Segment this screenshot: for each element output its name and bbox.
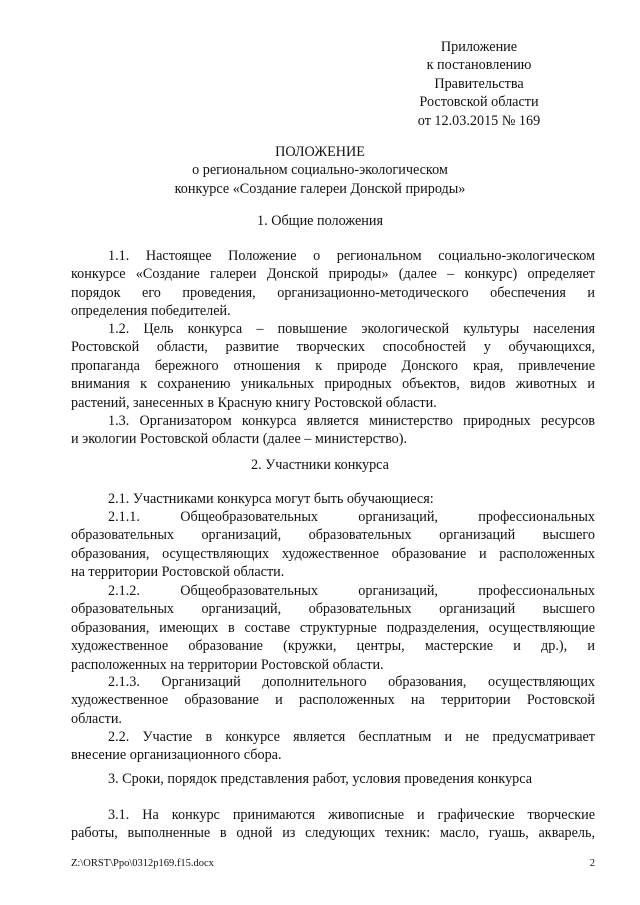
text-line: Ростовской области, развитие творческих способностей у обучающихся, [71, 339, 595, 356]
text-line: растений, занесенных в Красную книгу Ростовской области. [71, 394, 437, 411]
title-line: о региональном социально-экологическом [192, 162, 448, 179]
appendix-line: Правительства [434, 75, 524, 92]
file-path: Z:\ORST\Ppo\0312p169.f15.docx [71, 858, 214, 869]
text-line: области. [71, 710, 122, 727]
paragraph-2-2 [71, 728, 595, 765]
text-line: образовательных организаций, образовательных организаций высшего [71, 601, 595, 618]
section-heading-1: 1. Общие положения [257, 213, 383, 229]
text-line: образования, осуществляющих художественное образование и расположенных [71, 545, 595, 562]
section-heading-2: 2. Участники конкурса [251, 457, 389, 473]
appendix-line: Приложение [440, 39, 518, 55]
text-line: конкурсе «Создание галереи Донской природы» (далее – конкурс) определяет [71, 266, 595, 283]
paragraph-2-1-1 [71, 508, 595, 582]
text-line: образовательных организаций, образовательных организаций высшего [71, 527, 595, 544]
text-line: 2.2. Участие в конкурсе является бесплатным и не предусматривает [108, 729, 595, 745]
title-line: ПОЛОЖЕНИЕ [275, 144, 365, 160]
text-line: порядок его проведения, организационно-методического обеспечения и [71, 284, 595, 301]
appendix-line: к постановлению [426, 57, 532, 74]
text-line: внимания к сохранению уникальных природных объектов, видов животных и [71, 376, 595, 393]
text-line: определения победителей. [71, 303, 231, 320]
text-line: 2.1.2. Общеобразовательных организаций, профессиональных [108, 583, 595, 599]
text-line: 2.1.3. Организаций дополнительного образования, осуществляющих [108, 674, 595, 690]
paragraph-2-1-3 [71, 673, 595, 728]
text-line: художественное образование и расположенных на территории Ростовской [71, 692, 595, 709]
appendix-header [389, 38, 569, 130]
text-line: 2.1. Участниками конкурса могут быть обучающиеся: [108, 491, 434, 507]
text-line: пропаганда бережного отношения к природе Донского края, привлечение [71, 357, 595, 374]
appendix-line: Ростовской области [419, 94, 539, 111]
appendix-line: от 12.03.2015 № 169 [417, 112, 541, 129]
paragraph-2-1-2 [71, 582, 595, 674]
text-line: на территории Ростовской области. [71, 564, 285, 581]
section-heading-3: 3. Сроки, порядок представления работ, условия проведения конкурса [107, 771, 533, 787]
text-line: художественное образование (кружки, центры, мастерские и др.), и [71, 638, 595, 655]
page-number: 2 [589, 858, 595, 869]
text-line: 1.2. Цель конкурса – повышение экологической культуры населения [108, 321, 595, 337]
text-line: 3.1. На конкурс принимаются живописные и графические творческие [108, 807, 595, 823]
document-title [0, 143, 640, 198]
text-line: 1.3. Организатором конкурса является министерство природных ресурсов [108, 413, 595, 429]
paragraph-3-1 [71, 806, 595, 843]
text-line: образования, имеющих в составе структурные подразделения, осуществляющие [71, 619, 595, 636]
text-line: расположенных на территории Ростовской области. [71, 656, 384, 673]
paragraph-1-2 [71, 320, 595, 412]
text-line: внесение организационного сбора. [71, 747, 282, 764]
text-line: 1.1. Настоящее Положение о региональном социально-экологическом [108, 248, 595, 264]
title-line: конкурсе «Создание галереи Донской природы» [174, 180, 466, 197]
paragraph-1-3 [71, 412, 595, 449]
text-line: работы, выполненные в одной из следующих техник: масло, гуашь, акварель, [71, 825, 595, 842]
text-line: 2.1.1. Общеобразовательных организаций, профессиональных [108, 509, 595, 525]
text-line: и экологии Ростовской области (далее – министерство). [71, 431, 408, 448]
paragraph-1-1 [71, 247, 595, 321]
paragraph-2-1 [71, 490, 595, 508]
